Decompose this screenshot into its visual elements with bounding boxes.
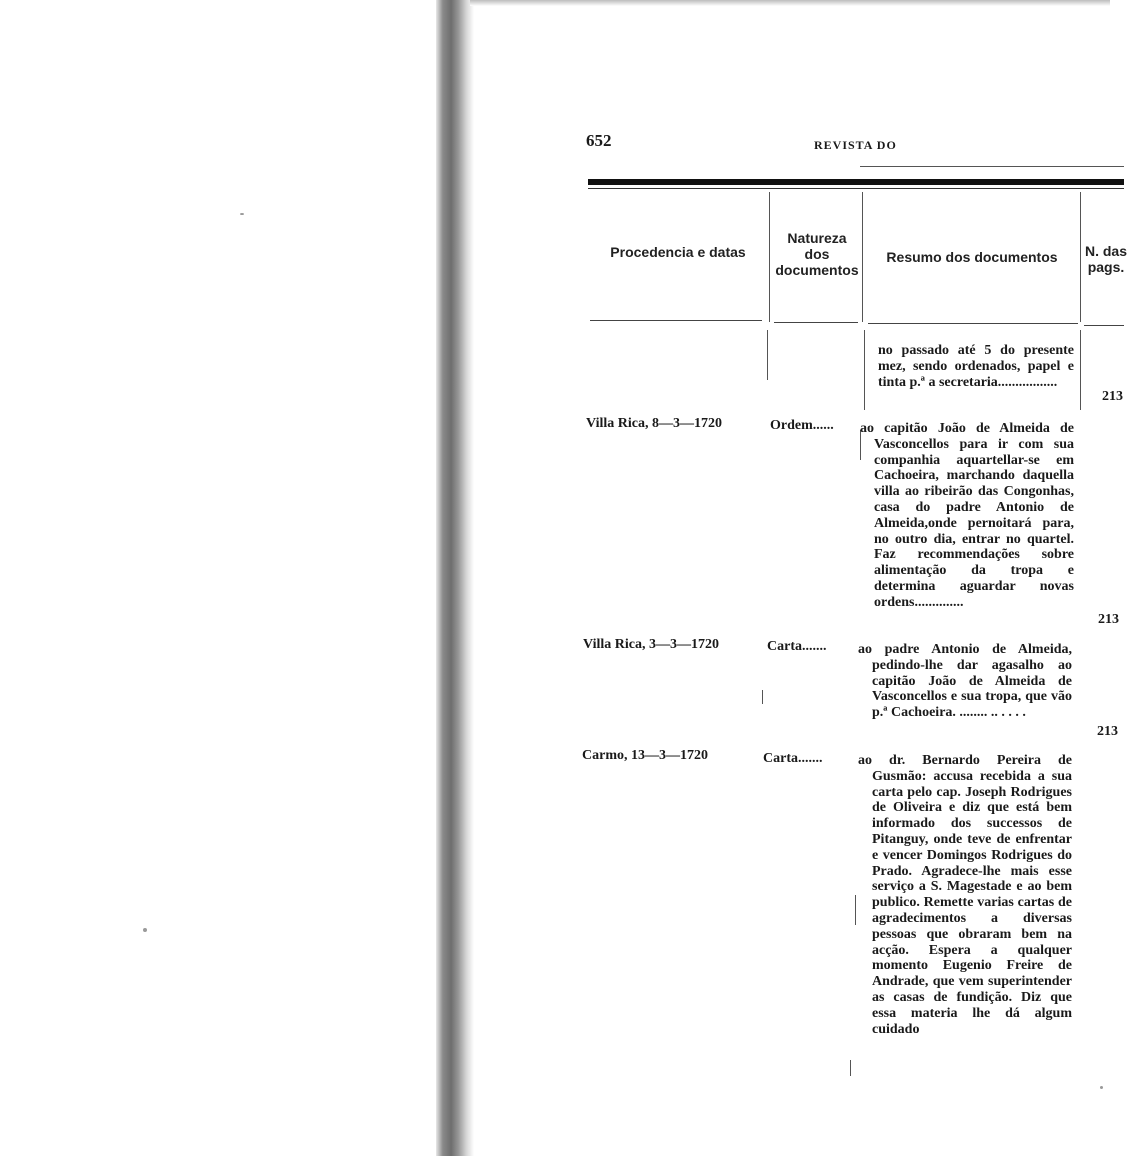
table-row-origin-date: Villa Rica, 3—3—1720 xyxy=(583,637,719,652)
table-row-summary: no passado até 5 do presente mez, sendo ordenados, papel e tinta p.ª a secretaria................. xyxy=(878,343,1074,390)
column-divider xyxy=(762,690,763,704)
table-row-summary: ao dr. Bernardo Pereira de Gusmão: accusa recebida a sua carta pelo cap. Joseph Rodrigues de Oliveira e diz que está bem informado dos successos de Pitanguy, onde teve de enfrentar e vencer Domingos Rodrigues do Prado. Agradece-lhe mais esse serviço a S. Magestade e ao bem publico. Remette varias cartas de agradecimentos a diversas pessoas que obraram bem na acção. Espera a qualquer momento Eugenio Freire de Andrade, que vem superintender as casas de fundição. Diz que essa materia lhe dá algum cuidado xyxy=(858,753,1072,1037)
column-header-summary: Resumo dos documentos xyxy=(886,249,1058,265)
column-divider xyxy=(767,330,768,380)
table-row-nature: Ordem...... xyxy=(770,418,834,433)
header-bottom-rule xyxy=(774,322,858,323)
scan-speck xyxy=(240,213,244,215)
table-top-rule xyxy=(588,179,1124,185)
column-divider xyxy=(850,1060,851,1076)
column-divider xyxy=(864,330,865,410)
column-divider xyxy=(769,192,770,322)
scan-speck xyxy=(143,928,147,932)
scan-speck xyxy=(1100,1086,1103,1089)
table-row-nature: Carta....... xyxy=(763,751,823,766)
header-bottom-rule xyxy=(590,320,762,321)
column-header-nature: Natureza dos documentos xyxy=(775,230,859,278)
column-header-origin: Procedencia e datas xyxy=(610,244,746,260)
header-bottom-rule xyxy=(1084,325,1124,326)
header-bottom-rule xyxy=(868,323,1078,324)
column-divider xyxy=(855,895,856,925)
table-row-pages: 213 xyxy=(1102,389,1123,404)
table-row-nature: Carta....... xyxy=(767,639,827,654)
page-number: 652 xyxy=(586,131,612,150)
column-divider xyxy=(1080,330,1081,410)
table-row-origin-date: Carmo, 13—3—1720 xyxy=(582,748,708,763)
page-top-shadow xyxy=(470,0,1110,6)
column-divider xyxy=(862,192,863,322)
table-row-origin-date: Villa Rica, 8—3—1720 xyxy=(586,416,722,431)
table-row-pages: 213 xyxy=(1097,724,1118,739)
book-spine-shadow xyxy=(436,0,474,1156)
column-header-pages: N. das pags. xyxy=(1084,243,1127,275)
table-top-rule-thin xyxy=(588,188,1124,189)
column-divider xyxy=(1080,192,1081,322)
table-row-summary: ao capitão João de Almeida de Vasconcellos para ir com sua companhia aquartellar-se em Cachoeira, marchando daquella villa ao ribeirão das Congonhas, casa do padre Antonio de Almeida,onde pernoitará para, no outro dia, entrar no quartel. Faz recommendações sobre alimentação da tropa e determina aguardar novas ordens.............. xyxy=(860,421,1074,610)
table-row-pages: 213 xyxy=(1098,612,1119,627)
header-rule xyxy=(860,166,1124,167)
table-row-summary: ao padre Antonio de Almeida, pedindo-lhe dar agasalho ao capitão João de Almeida de Vasconcellos e sua tropa, que vão p.ª Cachoeira. ........ .. . . . . xyxy=(858,642,1072,721)
running-title: REVISTA DO xyxy=(814,138,897,152)
